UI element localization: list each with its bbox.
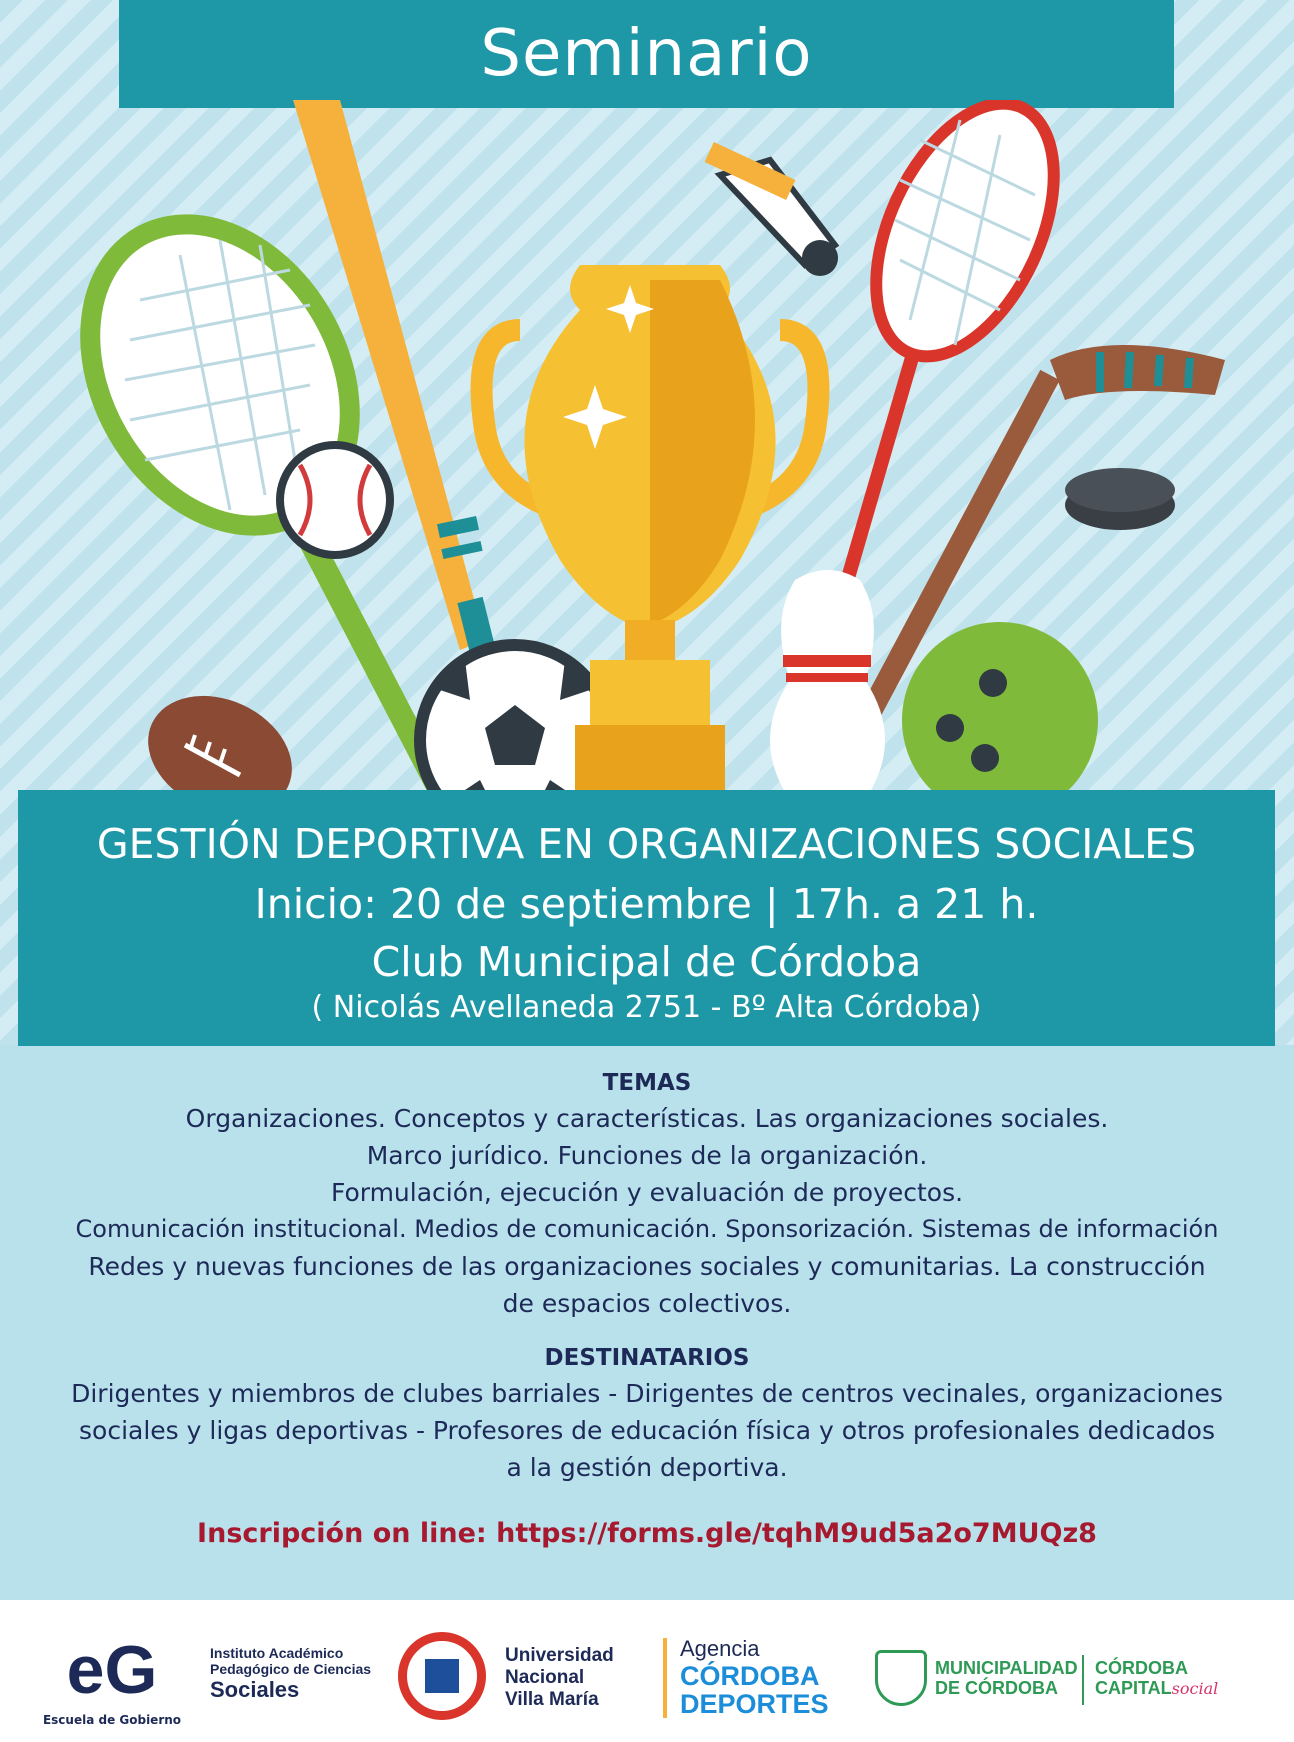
temas-line: de espacios colectivos. <box>502 1289 792 1318</box>
municipalidad-line: DE CÓRDOBA <box>935 1678 1059 1698</box>
unvm-emblem <box>398 1632 486 1720</box>
event-venue: Club Municipal de Córdoba <box>371 938 922 986</box>
destinatarios-line: a la gestión deportiva. <box>506 1453 788 1482</box>
capital-divider <box>1082 1655 1084 1705</box>
eg-caption: Escuela de Gobierno <box>42 1713 182 1727</box>
temas-line: Formulación, ejecución y evaluación de proyectos. <box>330 1178 964 1207</box>
destinatarios-line: Dirigentes y miembros de clubes barriales - Dirigentes de centros vecinales, organizaciones <box>71 1379 1223 1408</box>
capital-word: CAPITAL <box>1095 1678 1172 1698</box>
municipalidad-line: MUNICIPALIDAD <box>935 1658 1078 1678</box>
capital-line: CÓRDOBA <box>1095 1658 1188 1678</box>
banner-title: Seminario <box>480 17 813 91</box>
event-title-band <box>18 790 1275 1046</box>
agencia-line: CÓRDOBA <box>680 1661 820 1691</box>
bowling-ball-icon <box>902 622 1098 800</box>
destinatarios-line: sociales y ligas deportivas - Profesores de educación física y otros profesionales dedicados <box>79 1416 1215 1445</box>
social-word: social <box>1171 1679 1219 1698</box>
event-name: GESTIÓN DEPORTIVA EN ORGANIZACIONES SOCIALES <box>96 820 1197 868</box>
hockey-puck-icon <box>1065 468 1175 530</box>
agencia-line: DEPORTES <box>680 1689 829 1719</box>
temas-list <box>0 1100 1294 1322</box>
sports-illustration <box>0 100 1294 800</box>
eg-mark: eG <box>66 1632 158 1708</box>
inscripcion-link[interactable]: Inscripción on line: https://forms.gle/tqhM9ud5a2o7MUQz8 <box>197 1518 1097 1549</box>
logo-instituto-academico <box>210 1645 371 1703</box>
logo-municipalidad <box>935 1658 1078 1698</box>
instituto-line: Pedagógico de Ciencias <box>210 1661 372 1677</box>
temas-line: Organizaciones. Conceptos y características. Las organizaciones sociales. <box>185 1104 1109 1133</box>
footer-logos <box>0 1600 1294 1742</box>
shuttlecock-icon <box>705 142 838 276</box>
unvm-square-icon <box>425 1659 459 1693</box>
rugby-ball-icon <box>129 673 311 800</box>
agencia-divider <box>663 1638 667 1718</box>
unvm-line: Universidad <box>505 1645 614 1666</box>
instituto-line: Sociales <box>210 1677 300 1702</box>
bowling-pin-icon <box>770 570 885 800</box>
event-address: ( Nicolás Avellaneda 2751 - Bº Alta Córdoba) <box>311 990 982 1025</box>
top-banner <box>119 0 1174 108</box>
logo-agencia-cordoba-deportes <box>680 1636 829 1718</box>
municipalidad-crest-icon <box>875 1650 927 1706</box>
unvm-line: Villa María <box>505 1689 599 1710</box>
temas-line: Comunicación institucional. Medios de comunicación. Sponsorización. Sistemas de información <box>75 1215 1219 1243</box>
baseball-icon <box>280 445 390 555</box>
destinatarios-heading: DESTINATARIOS <box>544 1345 750 1371</box>
event-date-time: Inicio: 20 de septiembre | 17h. a 21 h. <box>254 880 1039 928</box>
temas-heading: TEMAS <box>602 1070 692 1096</box>
instituto-line: Instituto Académico <box>210 1645 344 1661</box>
capital-line-2 <box>1095 1678 1218 1699</box>
temas-line: Marco jurídico. Funciones de la organización. <box>366 1141 928 1170</box>
logo-escuela-de-gobierno <box>42 1632 182 1730</box>
logo-cordoba-capital-social <box>1095 1658 1218 1699</box>
temas-line: Redes y nuevas funciones de las organizaciones sociales y comunitarias. La construcción <box>88 1252 1206 1281</box>
agencia-line: Agencia <box>680 1636 760 1661</box>
unvm-line: Nacional <box>505 1667 585 1688</box>
logo-unvm <box>505 1645 614 1711</box>
destinatarios-list <box>0 1375 1294 1486</box>
